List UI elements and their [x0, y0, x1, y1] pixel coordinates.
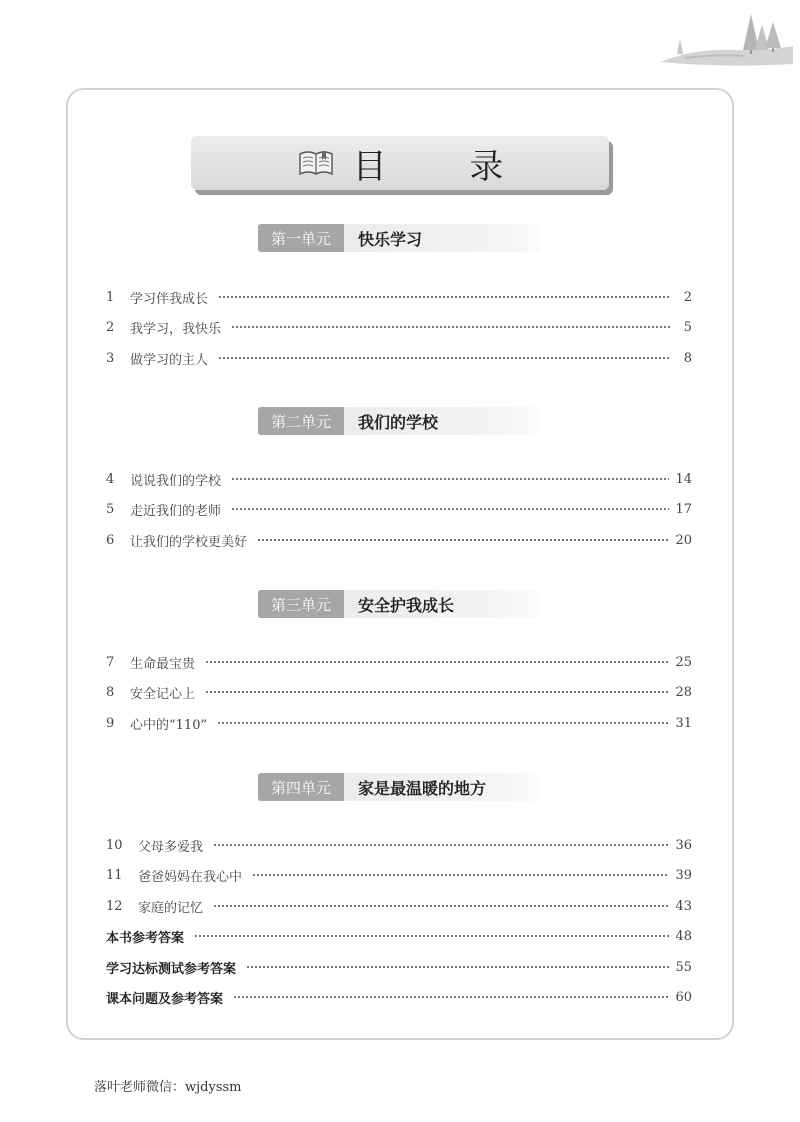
toc-entry[interactable] [106, 835, 692, 855]
dot-leader [194, 935, 669, 937]
unit-name: 快乐学习 [358, 229, 423, 249]
lesson-number: 1 [106, 289, 115, 305]
page-number: 43 [675, 898, 692, 914]
dot-leader [246, 966, 669, 968]
dot-leader [213, 844, 669, 846]
lesson-number: 9 [106, 715, 115, 731]
toc-entry[interactable] [106, 287, 692, 307]
page-number: 8 [683, 350, 692, 366]
lesson-number: 2 [106, 319, 115, 335]
dot-leader [205, 691, 669, 693]
dot-leader [218, 296, 670, 298]
toc-title-banner [191, 136, 609, 190]
lesson-title: 生命最宝贵 [130, 656, 196, 672]
lesson-number: 11 [106, 867, 123, 883]
page-number: 20 [675, 532, 692, 548]
lesson-title: 心中的“110” [130, 717, 208, 733]
lesson-title: 爸爸妈妈在我心中 [138, 869, 243, 885]
lesson-number: 6 [106, 532, 115, 548]
dot-leader [217, 722, 669, 724]
lesson-number: 10 [106, 837, 123, 853]
page-number: 14 [675, 471, 692, 487]
toc-entry[interactable] [106, 530, 692, 550]
unit-label: 第三单元 [258, 590, 344, 618]
dot-leader [231, 508, 669, 510]
page-number: 55 [675, 959, 692, 975]
toc-entry[interactable] [106, 652, 692, 672]
lesson-number: 7 [106, 654, 115, 670]
lesson-title: 家庭的记忆 [138, 900, 204, 916]
dot-leader [218, 357, 670, 359]
page-number: 17 [675, 501, 692, 517]
dot-leader [233, 996, 669, 998]
unit-label: 第四单元 [258, 773, 344, 801]
toc-appendix-entry[interactable] [106, 987, 692, 1007]
unit-header-3 [258, 590, 540, 618]
unit-header-2 [258, 407, 540, 435]
dot-leader [231, 478, 669, 480]
toc-entry[interactable] [106, 896, 692, 916]
unit-header-4 [258, 773, 540, 801]
page-number: 36 [675, 837, 692, 853]
unit-name: 家是最温暖的地方 [358, 778, 487, 798]
page-number: 25 [675, 654, 692, 670]
unit-label: 第二单元 [258, 407, 344, 435]
toc-entry[interactable] [106, 713, 692, 733]
appendix-title: 学习达标测试参考答案 [106, 961, 237, 977]
lesson-title: 父母多爱我 [138, 839, 204, 855]
lesson-number: 3 [106, 350, 115, 366]
appendix-title: 本书参考答案 [106, 930, 185, 946]
unit-name: 安全护我成长 [358, 595, 455, 615]
dot-leader [205, 661, 669, 663]
page-number: 48 [675, 928, 692, 944]
toc-entry[interactable] [106, 682, 692, 702]
dot-leader [257, 539, 669, 541]
footer-note: 落叶老师微信：wjdyssm [94, 1080, 242, 1095]
unit-header-1 [258, 224, 540, 252]
lesson-number: 5 [106, 501, 115, 517]
page-title: 目 录 [352, 146, 540, 187]
dot-leader [213, 905, 669, 907]
toc-appendix-entry[interactable] [106, 926, 692, 946]
lesson-title: 安全记心上 [130, 686, 196, 702]
toc-entry[interactable] [106, 499, 692, 519]
toc-entry[interactable] [106, 865, 692, 885]
lesson-title: 我学习，我快乐 [130, 321, 222, 337]
lesson-title: 说说我们的学校 [130, 473, 222, 489]
unit-name: 我们的学校 [358, 412, 439, 432]
lesson-number: 4 [106, 471, 115, 487]
landscape-decoration [655, 10, 795, 70]
page-number: 28 [675, 684, 692, 700]
page-number: 60 [675, 989, 692, 1005]
unit-label: 第一单元 [258, 224, 344, 252]
toc-entry[interactable] [106, 348, 692, 368]
toc-entry[interactable] [106, 317, 692, 337]
page-number: 2 [683, 289, 692, 305]
lesson-title: 学习伴我成长 [130, 291, 209, 307]
page-number: 39 [675, 867, 692, 883]
appendix-title: 课本问题及参考答案 [106, 991, 224, 1007]
dot-leader [231, 326, 670, 328]
toc-appendix-entry[interactable] [106, 957, 692, 977]
page-number: 31 [675, 715, 692, 731]
lesson-title: 走近我们的老师 [130, 503, 222, 519]
dot-leader [252, 874, 669, 876]
lesson-number: 8 [106, 684, 115, 700]
lesson-title: 做学习的主人 [130, 352, 209, 368]
page-number: 5 [683, 319, 692, 335]
lesson-number: 12 [106, 898, 123, 914]
lesson-title: 让我们的学校更美好 [130, 534, 248, 550]
toc-entry[interactable] [106, 469, 692, 489]
open-book-icon [297, 148, 335, 178]
